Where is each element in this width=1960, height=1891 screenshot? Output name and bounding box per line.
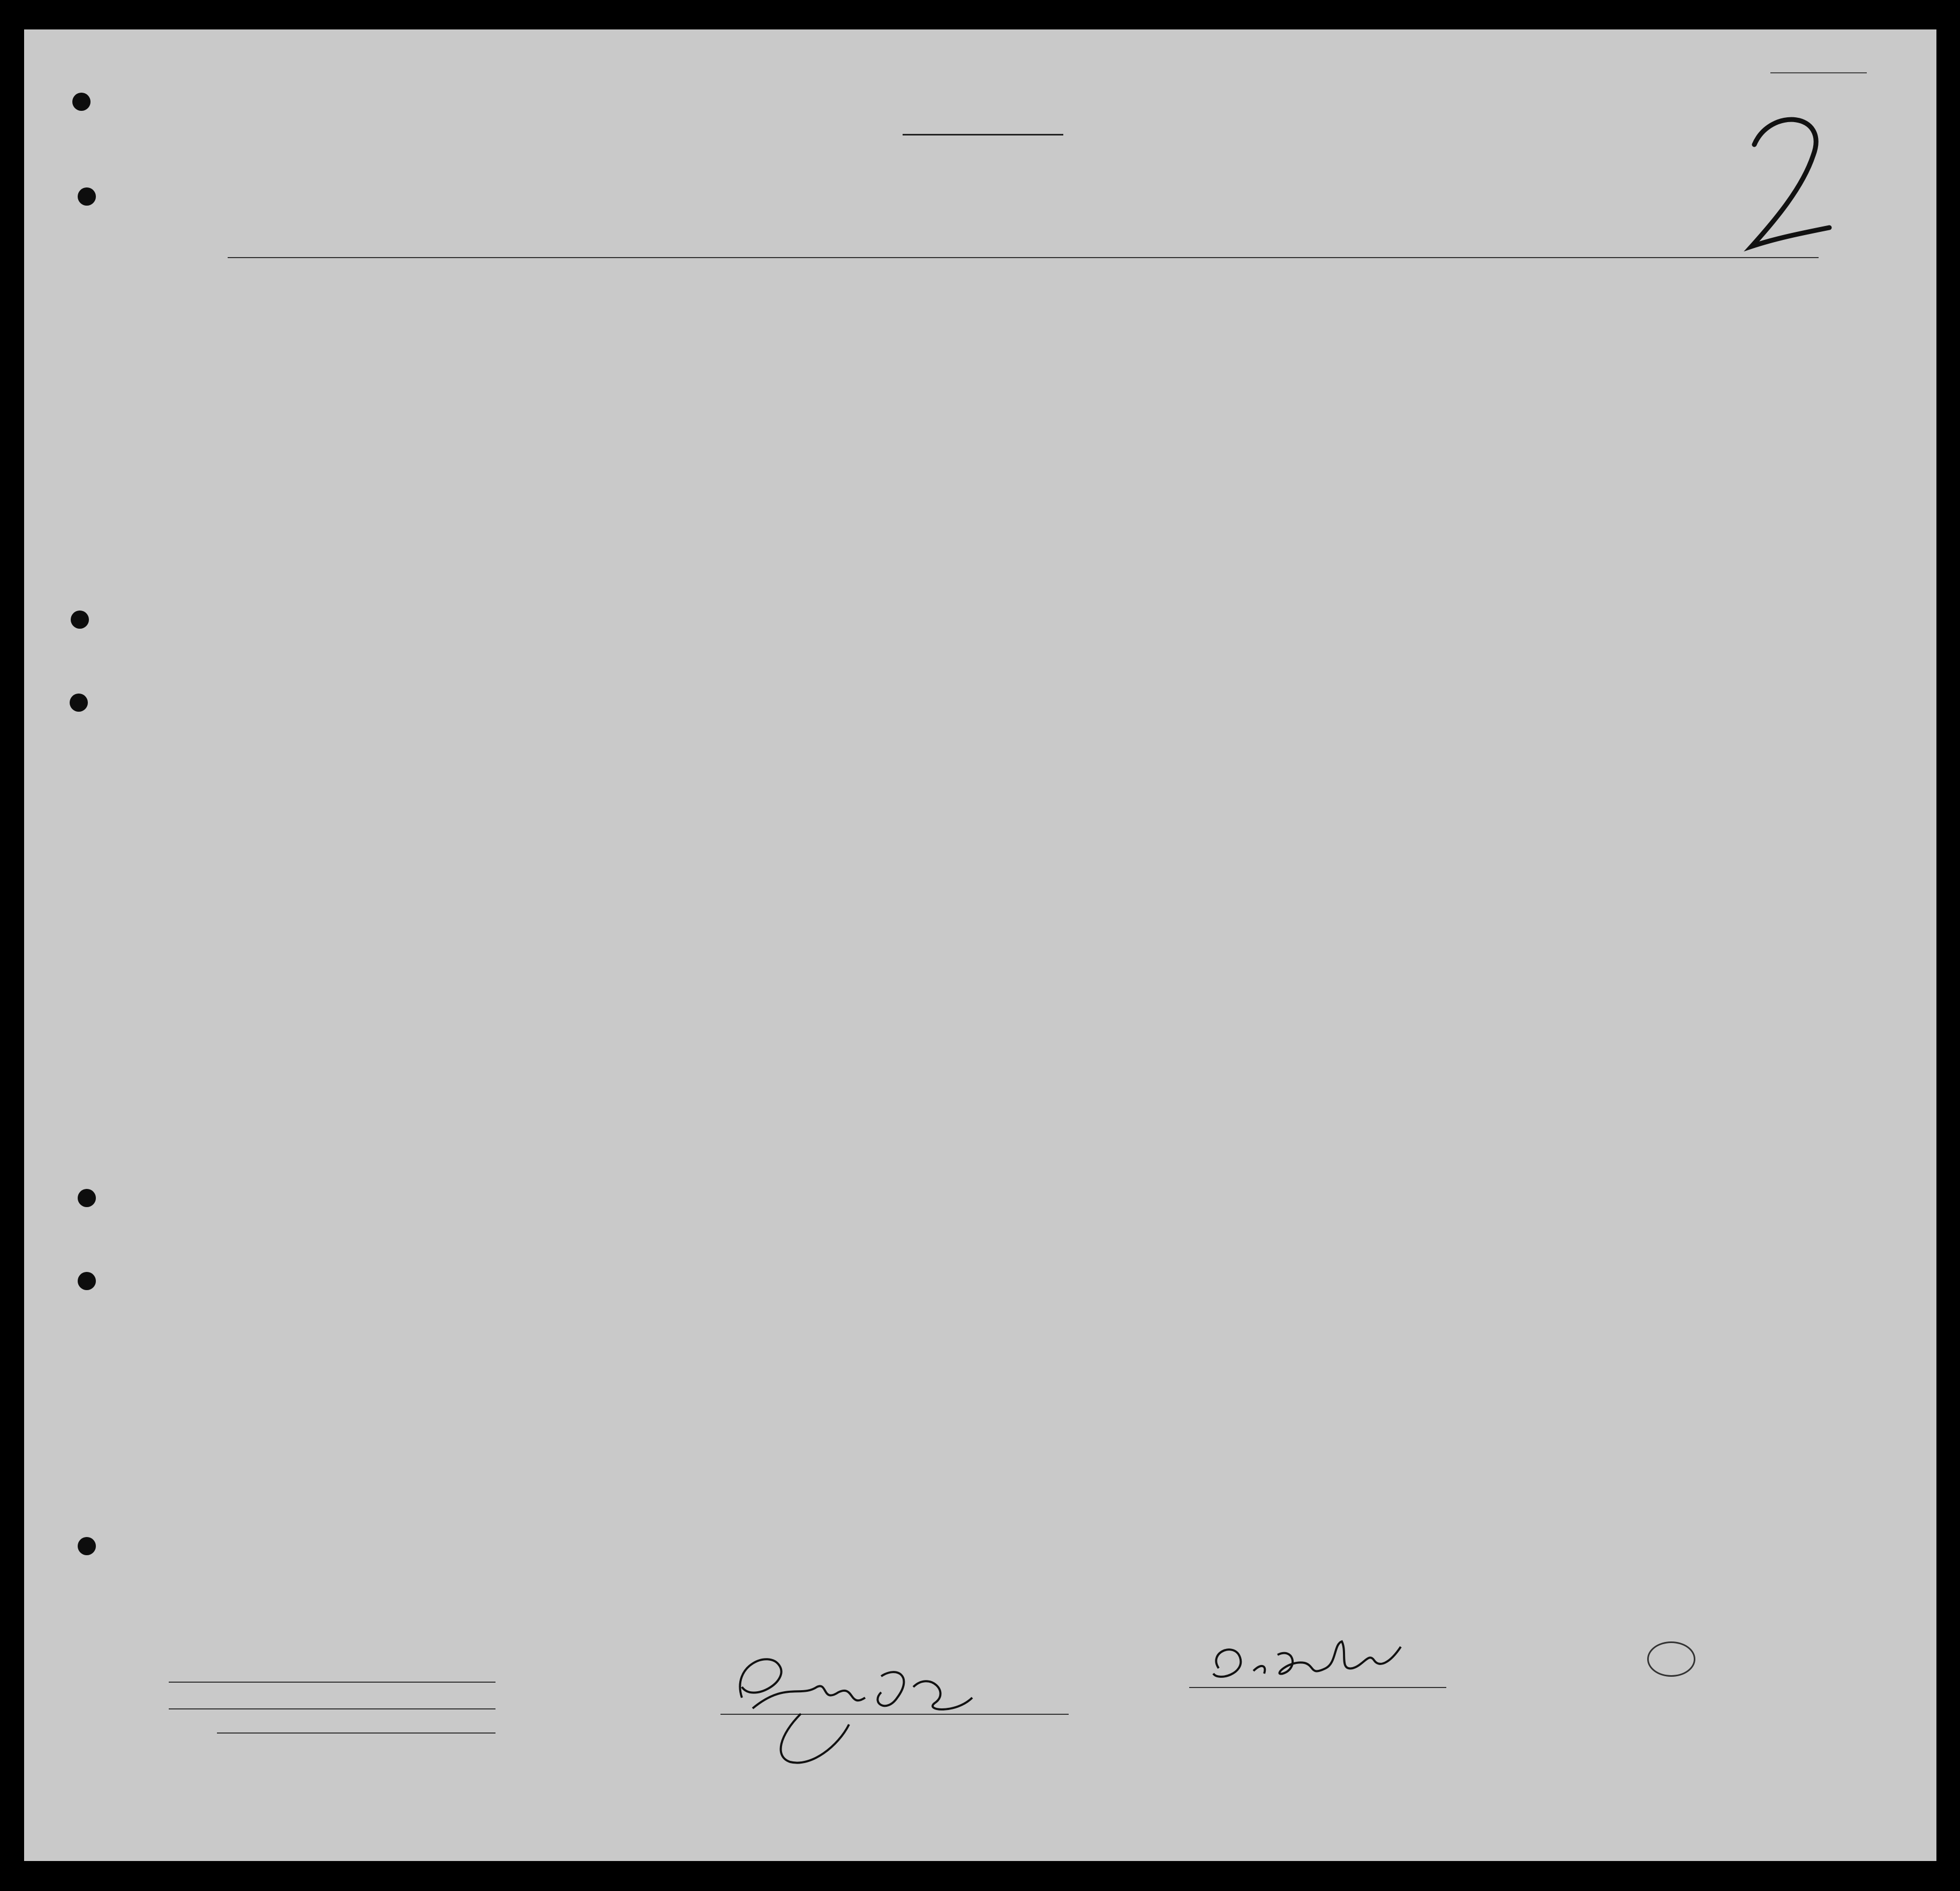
purser-signature — [1203, 1631, 1444, 1690]
manifest-sheet — [24, 29, 1936, 1861]
punch-hole — [70, 694, 88, 712]
agents-rule — [217, 1732, 495, 1734]
punch-hole — [78, 1272, 96, 1290]
punch-hole — [78, 1537, 96, 1555]
punch-hole — [71, 611, 89, 629]
inspector-signature — [720, 1633, 999, 1773]
punch-hole — [72, 93, 91, 111]
table-grid — [24, 29, 1936, 1861]
circled-number-ring — [1647, 1641, 1695, 1677]
line-rule — [169, 1682, 495, 1683]
punch-hole — [78, 187, 96, 206]
punch-hole — [78, 1189, 96, 1207]
owners-rule — [169, 1708, 495, 1709]
